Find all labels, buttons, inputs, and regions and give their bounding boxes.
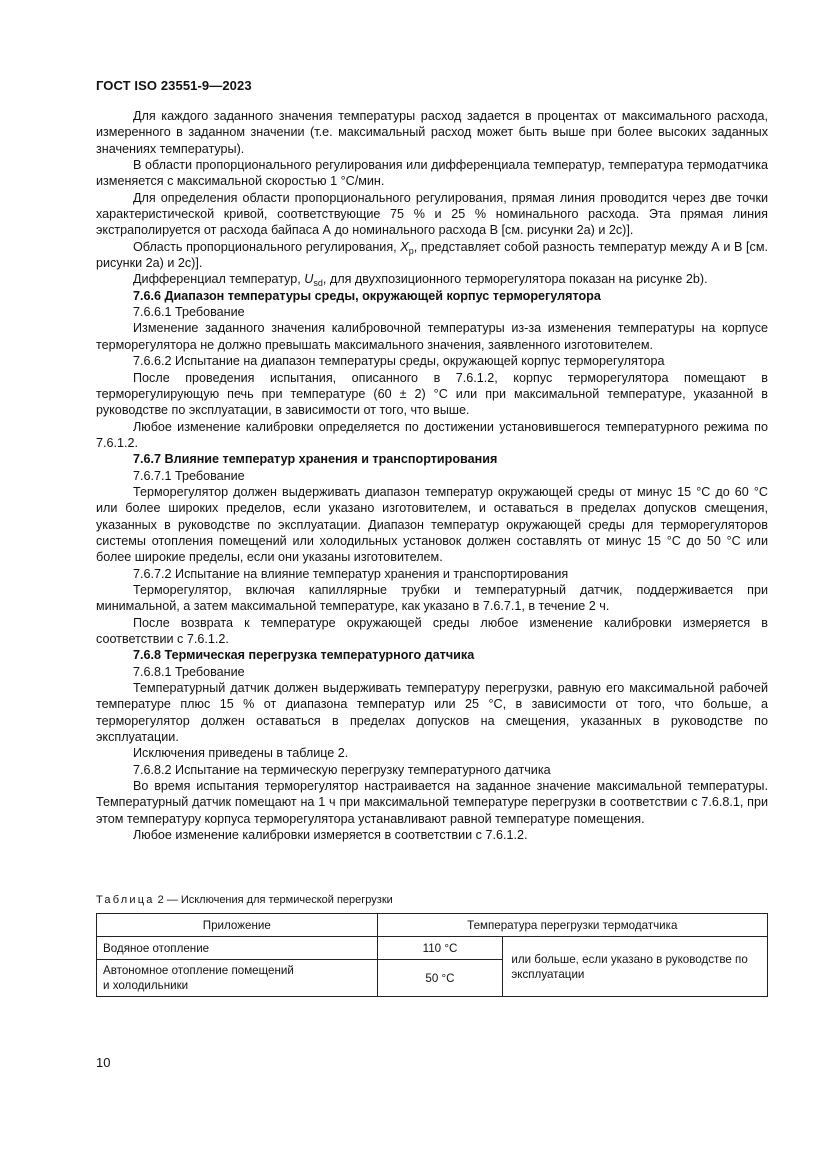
text-segment: Область пропорционального регулирования, bbox=[133, 239, 401, 254]
subsection-title: 7.6.7.1 Требование bbox=[133, 468, 245, 483]
section-heading-7-6-7: 7.6.7 Влияние температур хранения и транспортирования bbox=[133, 452, 498, 467]
table-row bbox=[97, 937, 768, 960]
paragraph-differential bbox=[96, 271, 768, 287]
paragraph: После возврата к температуре окружающей среды любое изменение калибровки измеряется в соответствии с 7.6.1.2. bbox=[96, 615, 768, 646]
paragraph: Для определения области пропорционального регулирования, прямая линия проводится через две точки характеристической кривой, соответствующие 75 % и 25 % номинального расхода. Эта прямая линия экстраполируется от расхода байпаса А до номинального расхода В [см. рисунки 2a) и 2c)]. bbox=[96, 190, 768, 238]
paragraph: Любое изменение калибровки измеряется в соответствии с 7.6.1.2. bbox=[133, 828, 528, 843]
paragraph: Температурный датчик должен выдерживать температуру перегрузки, равную его максимальной рабочей температуре плюс 15 % от диапазона температур или 25 °С, в зависимости от того, что больше, а терморегулятор должен оставаться в пределах допусков на смещения, указанных в руководстве по эксплуатации. bbox=[96, 681, 768, 745]
paragraph: Для каждого заданного значения температуры расход задается в процентах от максимального расхода, измеренного в заданном значении (т.е. максимальный расход может быть выше при более высоких заданных значениях температуры). bbox=[96, 109, 768, 156]
column-header-application: Приложение bbox=[97, 914, 378, 937]
exceptions-table bbox=[96, 913, 768, 997]
paragraph: Изменение заданного значения калибровочной температуры из-за изменения температуры на корпусе терморегулятора не должно превышать максимального значения, заявленного изготовителем. bbox=[96, 321, 768, 352]
subsection-title: 7.6.8.2 Испытание на термическую перегрузку температурного датчика bbox=[133, 762, 551, 777]
section-heading-7-6-8: 7.6.8 Термическая перегрузка температурного датчика bbox=[133, 648, 475, 663]
table-caption-label: Таблица bbox=[96, 894, 155, 906]
paragraph: Любое изменение калибровки определяется по достижении установившегося температурного режима по 7.6.1.2. bbox=[96, 419, 768, 450]
application-cell bbox=[97, 960, 378, 997]
symbol-u: U bbox=[304, 272, 314, 287]
text-segment: , представляет собой разность температур между А и В [см. рисунки 2a) и 2c)]. bbox=[96, 239, 768, 271]
document-header: ГОСТ ISO 23551-9—2023 bbox=[96, 78, 252, 93]
page-number: 10 bbox=[96, 1055, 111, 1070]
paragraph: После проведения испытания, описанного в 7.6.1.2, корпус терморегулятора помещают в терморегулирующую печь при температуре (60 ± 2) °С или при максимальной температуре, указанной в руководстве по эксплуатации, в зависимости от того, что выше. bbox=[96, 370, 768, 418]
symbol-x: X bbox=[400, 239, 409, 254]
application-cell: Водяное отопление bbox=[97, 937, 378, 960]
paragraph: Во время испытания терморегулятор настраивается на заданное значение максимальной температуры. Температурный датчик помещают на 1 ч при максимальной температуре перегрузки в соответствии с 7.6.8.1, при этом температуру корпуса терморегулятора устанавливают равной температуре помещения. bbox=[96, 779, 768, 826]
temperature-cell: 110 °С bbox=[377, 937, 503, 960]
subsection-title: 7.6.6.1 Требование bbox=[133, 305, 245, 320]
paragraph: Терморегулятор должен выдерживать диапазон температур окружающей среды от минус 15 °С до 60 °С или более широких пределов, если указано изготовителем, и оставаться в пределах допусков смещения, указанных в руководстве по эксплуатации. Диапазон температур окружающей среды для терморегуляторов системы отопления помещений или холодильных установок должен составлять от минус 15 °С до 50 °С или более широкие пределы, если они указаны изготовителем. bbox=[96, 484, 768, 565]
paragraph: Терморегулятор, включая капиллярные трубки и температурный датчик, поддерживается при минимальной, а затем максимальной температуре, как указано в 7.6.7.1, в течение 2 ч. bbox=[96, 582, 768, 614]
text-segment: Дифференциал температур, bbox=[133, 272, 305, 287]
document-body bbox=[96, 108, 768, 843]
symbol-subscript: sd bbox=[313, 278, 323, 289]
subsection-title: 7.6.7.2 Испытание на влияние температур хранения и транспортирования bbox=[133, 566, 569, 581]
note-cell: или больше, если указано в руководстве по эксплуатации bbox=[503, 937, 768, 997]
text-segment: , для двухпозиционного терморегулятора показан на рисунке 2b). bbox=[322, 272, 708, 287]
symbol-subscript: p bbox=[408, 245, 414, 256]
table-caption-title: 2 — Исключения для термической перегрузки bbox=[154, 894, 393, 906]
column-header-overload-temperature: Температура перегрузки термодатчика bbox=[377, 914, 767, 937]
subsection-title: 7.6.8.1 Требование bbox=[133, 664, 245, 679]
subsection-title: 7.6.6.2 Испытание на диапазон температуры среды, окружающей корпус терморегулятора bbox=[133, 354, 665, 369]
application-line: Автономное отопление помещений bbox=[103, 964, 294, 977]
paragraph: В области пропорционального регулирования или дифференциала температур, температура термодатчика изменяется с максимальной скоростью 1 °С/мин. bbox=[96, 158, 768, 189]
paragraph-proportional-band bbox=[96, 239, 768, 272]
table-caption bbox=[96, 893, 393, 907]
paragraph: Исключения приведены в таблице 2. bbox=[133, 746, 349, 761]
application-line: и холодильники bbox=[103, 979, 189, 992]
temperature-cell: 50 °С bbox=[377, 960, 503, 997]
section-heading-7-6-6: 7.6.6 Диапазон температуры среды, окружающей корпус терморегулятора bbox=[133, 288, 601, 303]
